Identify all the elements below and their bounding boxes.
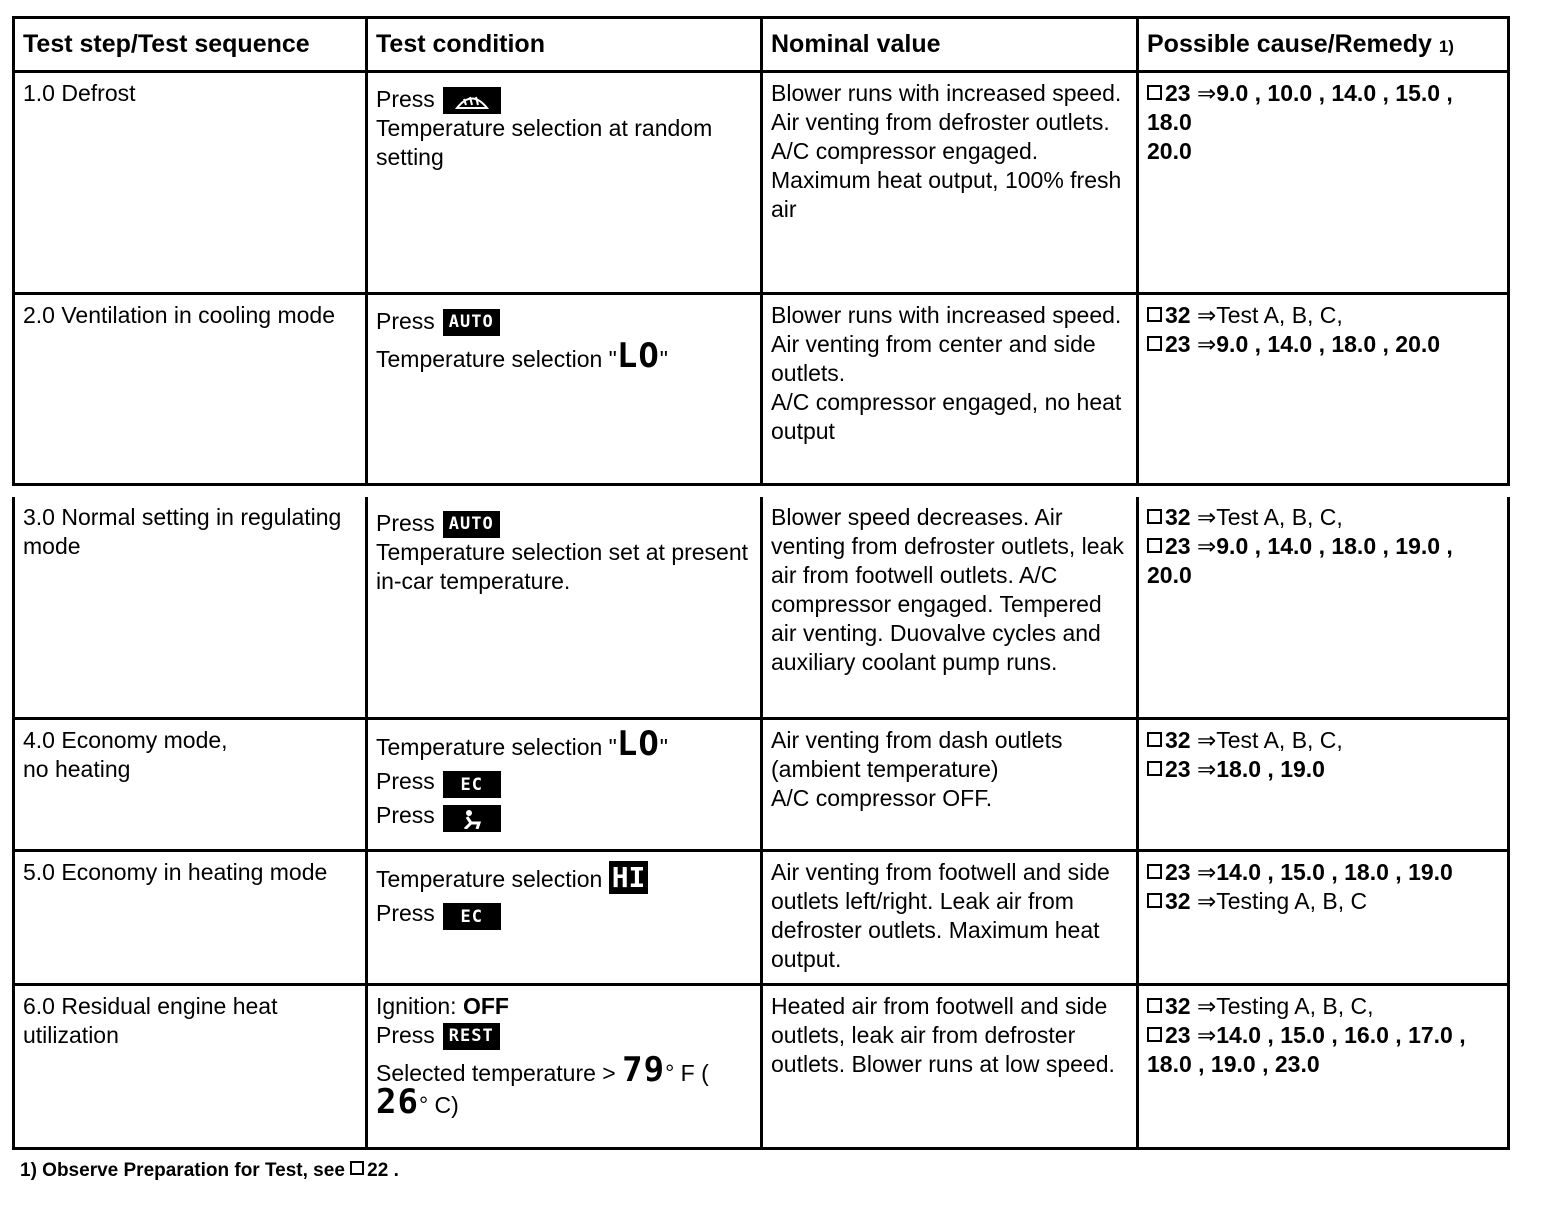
selected-temp-label: Selected temperature > — [376, 1060, 616, 1086]
ref-number: 32 — [1165, 504, 1191, 530]
condition-text: Temperature selection at random setting — [376, 115, 713, 170]
nominal-cell — [763, 295, 1139, 483]
ref-text: Testing A, B, C — [1216, 888, 1368, 914]
remedy-cell: 32 ⇒Test A, B, C, 23 ⇒9.0 , 14.0 , 18.0 , 19.0 , 20.0 — [1139, 497, 1507, 717]
table-row — [12, 849, 1510, 983]
step-cell: 2.0 Ventilation in cooling mode — [15, 295, 368, 483]
remedy-cell — [1139, 73, 1507, 292]
footnote-ref: 22 — [367, 1160, 389, 1181]
rest-button-icon: REST — [443, 1023, 500, 1050]
footnote — [20, 1160, 399, 1182]
remedy-cell: 32 ⇒Testing A, B, C, 23 ⇒14.0 , 15.0 , 16.0 , 17.0 , 18.0 , 19.0 , 23.0 — [1139, 986, 1507, 1147]
book-icon — [1147, 1027, 1162, 1042]
step-cell: 3.0 Normal setting in regulating mode — [15, 497, 368, 717]
quote-end: " — [659, 346, 668, 372]
arrow-icon: ⇒ — [1196, 80, 1217, 106]
nominal-line: Air venting from defroster outlets. — [771, 109, 1110, 135]
nominal-line: Air venting from dash outlets — [771, 727, 1063, 753]
nominal-cell: Air venting from footwell and side outlets left/right. Leak air from defroster outlets. Maximum heat output. — [763, 852, 1139, 983]
book-icon — [1147, 998, 1162, 1013]
book-icon — [1147, 509, 1162, 524]
remedy-cell: 32 ⇒Test A, B, C, 23 ⇒9.0 , 14.0 , 18.0 , 20.0 — [1139, 295, 1507, 483]
condition-cell — [368, 497, 763, 717]
step-cell: 6.0 Residual engine heat utilization — [15, 986, 368, 1147]
table-row — [12, 983, 1510, 1150]
nominal-line: Blower runs with increased speed. — [771, 302, 1122, 328]
header-nominal-value: Nominal value — [763, 19, 1139, 70]
press-label: Press — [376, 308, 435, 334]
condition-cell — [368, 295, 763, 483]
ignition-label: Ignition: — [376, 993, 457, 1019]
nominal-line: A/C compressor OFF. — [771, 785, 993, 811]
book-icon — [1147, 538, 1162, 553]
book-icon — [1147, 893, 1162, 908]
header-test-condition: Test condition — [368, 19, 763, 70]
book-icon — [1147, 336, 1162, 351]
row-gap — [12, 483, 1510, 497]
ref-values: 18.0 , 19.0 , 23.0 — [1147, 1051, 1320, 1077]
condition-cell — [368, 720, 763, 849]
book-icon — [1147, 307, 1162, 322]
table-row — [12, 292, 1510, 483]
condition-text: Temperature selection — [376, 866, 603, 892]
condition-cell — [368, 852, 763, 983]
remedy-cell: 23 ⇒14.0 , 15.0 , 18.0 , 19.0 32 ⇒Testing A, B, C — [1139, 852, 1507, 983]
ec-button-icon: EC — [443, 903, 501, 930]
condition-text: Temperature selection set at present in-car temperature. — [376, 539, 749, 594]
ref-number: 32 — [1165, 888, 1191, 914]
ref-number: 23 — [1165, 1022, 1191, 1048]
table-header — [12, 16, 1510, 70]
ref-values: 9.0 , 14.0 , 18.0 , 20.0 — [1216, 331, 1441, 357]
book-icon — [1147, 85, 1162, 100]
unit-c: ° C) — [418, 1092, 459, 1118]
nominal-cell: Heated air from footwell and side outlets, leak air from defroster outlets. Blower runs at low speed. — [763, 986, 1139, 1147]
header-possible-cause-label: Possible cause/Remedy — [1147, 30, 1432, 58]
table-row — [12, 497, 1510, 717]
press-label: Press — [376, 802, 435, 828]
ref-number: 32 — [1165, 993, 1191, 1019]
lcd-display: LO — [616, 724, 660, 764]
press-label: Press — [376, 510, 435, 536]
table-row — [12, 70, 1510, 292]
condition-text: Temperature selection " — [376, 734, 617, 760]
step-cell: 5.0 Economy in heating mode — [15, 852, 368, 983]
lcd-display: LO — [616, 336, 660, 376]
remedy-cell: 32 ⇒Test A, B, C, 23 ⇒18.0 , 19.0 — [1139, 720, 1507, 849]
nominal-line: Blower runs with increased speed. — [771, 80, 1122, 106]
ignition-state: OFF — [462, 993, 509, 1019]
ref-text: Test A, B, C, — [1216, 302, 1343, 328]
ref-number: 32 — [1165, 727, 1191, 753]
press-label: Press — [376, 86, 435, 112]
ref-text: Test A, B, C, — [1216, 727, 1343, 753]
condition-cell — [368, 73, 763, 292]
ref-number: 23 — [1165, 331, 1191, 357]
step-line: 4.0 Economy mode, — [23, 727, 228, 753]
book-icon — [1147, 864, 1162, 879]
nominal-line: A/C compressor engaged. — [771, 138, 1039, 164]
ref-values: 9.0 , 14.0 , 18.0 , 19.0 , — [1216, 533, 1453, 559]
nominal-cell — [763, 720, 1139, 849]
lcd-display: HI — [609, 861, 649, 894]
ref-values: 14.0 , 15.0 , 16.0 , 17.0 , — [1216, 1022, 1466, 1048]
step-cell: 1.0 Defrost — [15, 73, 368, 292]
ref-values: 20.0 — [1147, 562, 1192, 588]
ref-values: 20.0 — [1147, 138, 1192, 164]
defrost-button-icon — [443, 87, 501, 114]
nominal-line: Air venting from center and side outlets. — [771, 331, 1096, 386]
footnote-end: . — [393, 1160, 399, 1181]
press-label: Press — [376, 1022, 435, 1048]
condition-cell — [368, 986, 763, 1147]
ref-values: 9.0 , 10.0 , 14.0 , 15.0 , — [1216, 80, 1453, 106]
test-table — [12, 16, 1510, 1150]
nominal-line: Maximum heat output, 100% fresh air — [771, 167, 1122, 222]
ref-values: 14.0 , 15.0 , 18.0 , 19.0 — [1216, 859, 1453, 885]
lcd-temp-c: 26 — [376, 1082, 419, 1122]
ref-values: 18.0 , 19.0 — [1216, 756, 1325, 782]
ref-number: 23 — [1165, 756, 1191, 782]
condition-text: Temperature selection " — [376, 346, 617, 372]
step-line: no heating — [23, 756, 131, 782]
press-label: Press — [376, 768, 435, 794]
unit-f: ° F ( — [665, 1060, 709, 1086]
ref-text: Test A, B, C, — [1216, 504, 1343, 530]
book-icon — [1147, 732, 1162, 747]
footnote-text: 1) Observe Preparation for Test, see — [20, 1160, 345, 1181]
footwell-button-icon — [443, 805, 501, 832]
press-label: Press — [376, 900, 435, 926]
ec-button-icon: EC — [443, 771, 501, 798]
ref-number: 32 — [1165, 302, 1191, 328]
auto-button-icon: AUTO — [443, 309, 500, 336]
header-possible-cause — [1139, 19, 1507, 70]
ref-number: 23 — [1165, 80, 1191, 106]
nominal-line: A/C compressor engaged, no heat output — [771, 389, 1122, 444]
header-footnote-marker: 1) — [1438, 37, 1454, 56]
ref-text: Testing A, B, C, — [1216, 993, 1374, 1019]
nominal-cell — [763, 73, 1139, 292]
quote-end: " — [659, 734, 668, 760]
step-cell — [15, 720, 368, 849]
ref-values: 18.0 — [1147, 109, 1192, 135]
auto-button-icon: AUTO — [443, 511, 500, 538]
book-icon — [1147, 761, 1162, 776]
book-icon — [350, 1161, 364, 1175]
nominal-cell: Blower speed decreases. Air venting from defroster outlets, leak air from footwell outlets. A/C compressor engaged. Tempered air venting. Duovalve cycles and auxiliary coolant pump runs. — [763, 497, 1139, 717]
table-row — [12, 717, 1510, 849]
lcd-temp-f: 79 — [622, 1050, 666, 1090]
nominal-line: (ambient temperature) — [771, 756, 999, 782]
ref-number: 23 — [1165, 859, 1191, 885]
ref-number: 23 — [1165, 533, 1191, 559]
header-test-step: Test step/Test sequence — [15, 19, 368, 70]
